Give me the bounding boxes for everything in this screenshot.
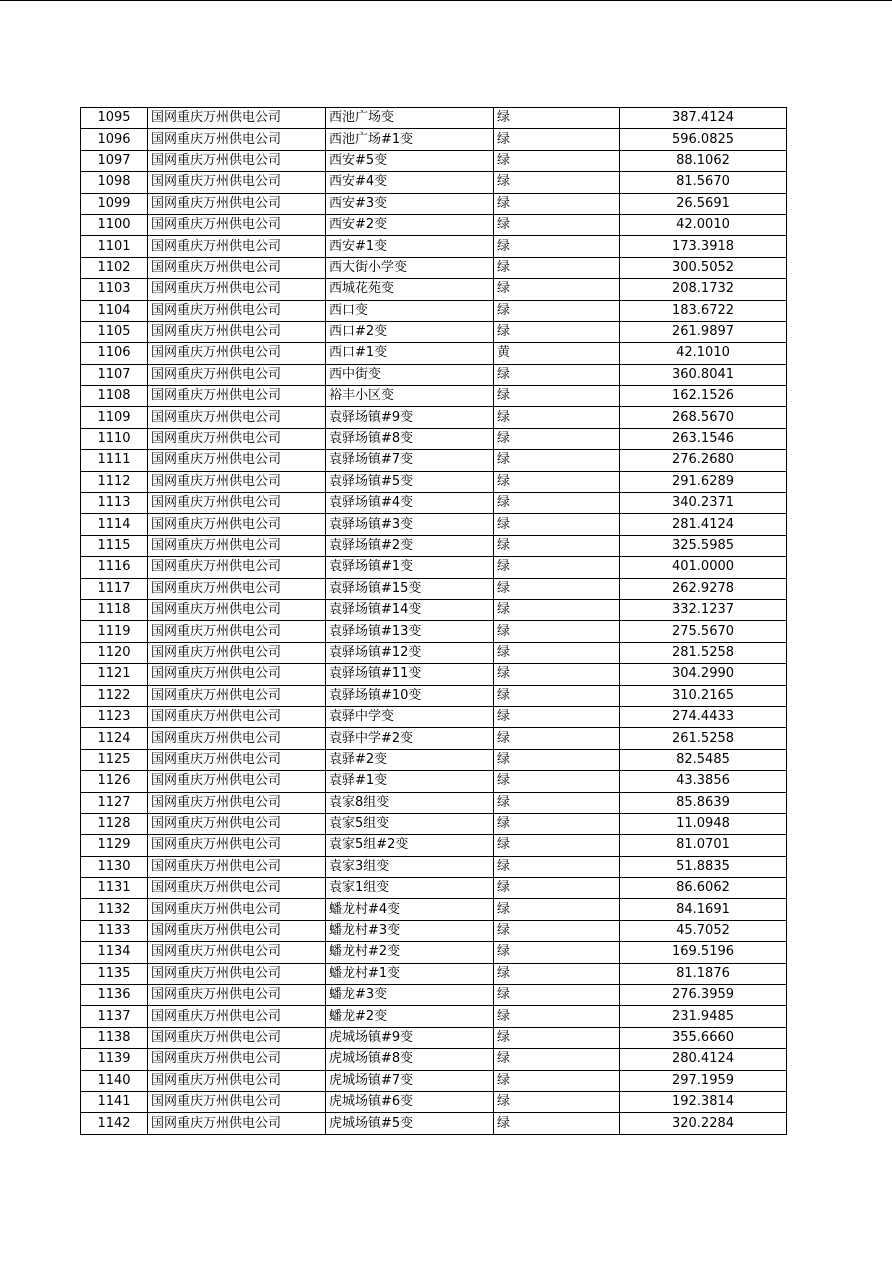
company-name-cell: 国网重庆万州供电公司 (148, 664, 326, 685)
station-name-cell: 西安#1变 (326, 236, 494, 257)
value-cell: 268.5670 (620, 407, 787, 428)
status-level-cell: 绿 (494, 685, 620, 706)
value-cell: 192.3814 (620, 1091, 787, 1112)
value-cell: 280.4124 (620, 1049, 787, 1070)
company-name-cell: 国网重庆万州供电公司 (148, 1049, 326, 1070)
company-name-cell: 国网重庆万州供电公司 (148, 450, 326, 471)
company-name-cell: 国网重庆万州供电公司 (148, 493, 326, 514)
company-name-cell: 国网重庆万州供电公司 (148, 878, 326, 899)
table-row (81, 942, 787, 963)
table-row (81, 214, 787, 235)
data-table (80, 107, 787, 1135)
status-level-cell: 绿 (494, 300, 620, 321)
table-row (81, 878, 787, 899)
station-name-cell: 袁驿场镇#7变 (326, 450, 494, 471)
row-number-cell: 1121 (81, 664, 148, 685)
status-level-cell: 绿 (494, 407, 620, 428)
table-row (81, 150, 787, 171)
status-level-cell: 绿 (494, 835, 620, 856)
row-number-cell: 1113 (81, 493, 148, 514)
station-name-cell: 袁驿场镇#15变 (326, 578, 494, 599)
status-level-cell: 绿 (494, 749, 620, 770)
table-row (81, 985, 787, 1006)
page-top-rule (0, 0, 892, 1)
row-number-cell: 1131 (81, 878, 148, 899)
table-row (81, 193, 787, 214)
row-number-cell: 1137 (81, 1006, 148, 1027)
row-number-cell: 1126 (81, 771, 148, 792)
table-row (81, 1070, 787, 1091)
row-number-cell: 1101 (81, 236, 148, 257)
value-cell: 304.2990 (620, 664, 787, 685)
status-level-cell: 绿 (494, 664, 620, 685)
value-cell: 263.1546 (620, 428, 787, 449)
value-cell: 332.1237 (620, 599, 787, 620)
status-level-cell: 绿 (494, 129, 620, 150)
value-cell: 42.1010 (620, 343, 787, 364)
company-name-cell: 国网重庆万州供电公司 (148, 150, 326, 171)
value-cell: 387.4124 (620, 108, 787, 129)
row-number-cell: 1102 (81, 257, 148, 278)
value-cell: 162.1526 (620, 386, 787, 407)
row-number-cell: 1128 (81, 813, 148, 834)
status-level-cell: 绿 (494, 878, 620, 899)
company-name-cell: 国网重庆万州供电公司 (148, 535, 326, 556)
station-name-cell: 西口#1变 (326, 343, 494, 364)
station-name-cell: 蟠龙#2变 (326, 1006, 494, 1027)
value-cell: 281.5258 (620, 642, 787, 663)
company-name-cell: 国网重庆万州供电公司 (148, 1006, 326, 1027)
status-level-cell: 绿 (494, 514, 620, 535)
table-row (81, 664, 787, 685)
value-cell: 81.1876 (620, 963, 787, 984)
station-name-cell: 西安#3变 (326, 193, 494, 214)
value-cell: 300.5052 (620, 257, 787, 278)
status-level-cell: 绿 (494, 172, 620, 193)
row-number-cell: 1138 (81, 1027, 148, 1048)
company-name-cell: 国网重庆万州供电公司 (148, 792, 326, 813)
company-name-cell: 国网重庆万州供电公司 (148, 279, 326, 300)
status-level-cell: 绿 (494, 428, 620, 449)
value-cell: 173.3918 (620, 236, 787, 257)
value-cell: 183.6722 (620, 300, 787, 321)
value-cell: 82.5485 (620, 749, 787, 770)
status-level-cell: 绿 (494, 963, 620, 984)
table-row (81, 172, 787, 193)
status-level-cell: 绿 (494, 535, 620, 556)
station-name-cell: 虎城场镇#6变 (326, 1091, 494, 1112)
station-name-cell: 袁驿场镇#14变 (326, 599, 494, 620)
company-name-cell: 国网重庆万州供电公司 (148, 963, 326, 984)
company-name-cell: 国网重庆万州供电公司 (148, 428, 326, 449)
company-name-cell: 国网重庆万州供电公司 (148, 1113, 326, 1134)
table-row (81, 428, 787, 449)
row-number-cell: 1132 (81, 899, 148, 920)
table-row (81, 749, 787, 770)
row-number-cell: 1120 (81, 642, 148, 663)
table-row (81, 920, 787, 941)
row-number-cell: 1135 (81, 963, 148, 984)
status-level-cell: 绿 (494, 1091, 620, 1112)
station-name-cell: 袁驿中学变 (326, 706, 494, 727)
table-body (81, 108, 787, 1135)
station-name-cell: 西口变 (326, 300, 494, 321)
table-row (81, 343, 787, 364)
row-number-cell: 1140 (81, 1070, 148, 1091)
status-level-cell: 绿 (494, 856, 620, 877)
value-cell: 85.8639 (620, 792, 787, 813)
company-name-cell: 国网重庆万州供电公司 (148, 471, 326, 492)
company-name-cell: 国网重庆万州供电公司 (148, 557, 326, 578)
status-level-cell: 绿 (494, 1113, 620, 1134)
table-row (81, 300, 787, 321)
table-row (81, 257, 787, 278)
station-name-cell: 蟠龙村#4变 (326, 899, 494, 920)
table-row (81, 642, 787, 663)
row-number-cell: 1116 (81, 557, 148, 578)
row-number-cell: 1112 (81, 471, 148, 492)
table-row (81, 728, 787, 749)
table-row (81, 599, 787, 620)
value-cell: 320.2284 (620, 1113, 787, 1134)
company-name-cell: 国网重庆万州供电公司 (148, 514, 326, 535)
row-number-cell: 1134 (81, 942, 148, 963)
station-name-cell: 西池广场#1变 (326, 129, 494, 150)
station-name-cell: 袁家5组变 (326, 813, 494, 834)
station-name-cell: 袁驿场镇#12变 (326, 642, 494, 663)
status-level-cell: 绿 (494, 321, 620, 342)
row-number-cell: 1136 (81, 985, 148, 1006)
row-number-cell: 1105 (81, 321, 148, 342)
table-row (81, 450, 787, 471)
station-name-cell: 虎城场镇#9变 (326, 1027, 494, 1048)
station-name-cell: 虎城场镇#7变 (326, 1070, 494, 1091)
table-row (81, 129, 787, 150)
value-cell: 261.9897 (620, 321, 787, 342)
station-name-cell: 袁驿场镇#2变 (326, 535, 494, 556)
value-cell: 340.2371 (620, 493, 787, 514)
company-name-cell: 国网重庆万州供电公司 (148, 407, 326, 428)
status-level-cell: 绿 (494, 1006, 620, 1027)
row-number-cell: 1124 (81, 728, 148, 749)
row-number-cell: 1125 (81, 749, 148, 770)
station-name-cell: 袁驿场镇#10变 (326, 685, 494, 706)
value-cell: 88.1062 (620, 150, 787, 171)
table-row (81, 493, 787, 514)
table-row (81, 1027, 787, 1048)
table-row (81, 407, 787, 428)
row-number-cell: 1108 (81, 386, 148, 407)
company-name-cell: 国网重庆万州供电公司 (148, 706, 326, 727)
value-cell: 274.4433 (620, 706, 787, 727)
station-name-cell: 西口#2变 (326, 321, 494, 342)
station-name-cell: 西池广场变 (326, 108, 494, 129)
status-level-cell: 绿 (494, 493, 620, 514)
row-number-cell: 1100 (81, 214, 148, 235)
company-name-cell: 国网重庆万州供电公司 (148, 321, 326, 342)
company-name-cell: 国网重庆万州供电公司 (148, 835, 326, 856)
station-name-cell: 西城花苑变 (326, 279, 494, 300)
row-number-cell: 1104 (81, 300, 148, 321)
value-cell: 325.5985 (620, 535, 787, 556)
table-row (81, 386, 787, 407)
status-level-cell: 绿 (494, 236, 620, 257)
status-level-cell: 绿 (494, 386, 620, 407)
value-cell: 42.0010 (620, 214, 787, 235)
status-level-cell: 绿 (494, 364, 620, 385)
station-name-cell: 袁驿#2变 (326, 749, 494, 770)
company-name-cell: 国网重庆万州供电公司 (148, 257, 326, 278)
status-level-cell: 绿 (494, 1070, 620, 1091)
table-row (81, 364, 787, 385)
company-name-cell: 国网重庆万州供电公司 (148, 813, 326, 834)
company-name-cell: 国网重庆万州供电公司 (148, 214, 326, 235)
company-name-cell: 国网重庆万州供电公司 (148, 386, 326, 407)
station-name-cell: 蟠龙村#1变 (326, 963, 494, 984)
row-number-cell: 1106 (81, 343, 148, 364)
company-name-cell: 国网重庆万州供电公司 (148, 685, 326, 706)
station-name-cell: 袁驿场镇#3变 (326, 514, 494, 535)
row-number-cell: 1142 (81, 1113, 148, 1134)
company-name-cell: 国网重庆万州供电公司 (148, 771, 326, 792)
table-row (81, 1113, 787, 1134)
row-number-cell: 1103 (81, 279, 148, 300)
station-name-cell: 袁家1组变 (326, 878, 494, 899)
table-row (81, 108, 787, 129)
company-name-cell: 国网重庆万州供电公司 (148, 621, 326, 642)
row-number-cell: 1110 (81, 428, 148, 449)
value-cell: 355.6660 (620, 1027, 787, 1048)
row-number-cell: 1095 (81, 108, 148, 129)
company-name-cell: 国网重庆万州供电公司 (148, 236, 326, 257)
row-number-cell: 1122 (81, 685, 148, 706)
status-level-cell: 绿 (494, 578, 620, 599)
company-name-cell: 国网重庆万州供电公司 (148, 364, 326, 385)
value-cell: 310.2165 (620, 685, 787, 706)
table-row (81, 706, 787, 727)
status-level-cell: 绿 (494, 642, 620, 663)
value-cell: 208.1732 (620, 279, 787, 300)
row-number-cell: 1139 (81, 1049, 148, 1070)
station-name-cell: 袁驿场镇#1变 (326, 557, 494, 578)
company-name-cell: 国网重庆万州供电公司 (148, 193, 326, 214)
table-row (81, 279, 787, 300)
company-name-cell: 国网重庆万州供电公司 (148, 129, 326, 150)
status-level-cell: 绿 (494, 792, 620, 813)
table-row (81, 813, 787, 834)
status-level-cell: 绿 (494, 471, 620, 492)
value-cell: 81.0701 (620, 835, 787, 856)
table-row (81, 771, 787, 792)
company-name-cell: 国网重庆万州供电公司 (148, 1091, 326, 1112)
table-row (81, 1006, 787, 1027)
company-name-cell: 国网重庆万州供电公司 (148, 300, 326, 321)
station-name-cell: 袁驿场镇#11变 (326, 664, 494, 685)
status-level-cell: 绿 (494, 621, 620, 642)
row-number-cell: 1117 (81, 578, 148, 599)
station-name-cell: 袁驿#1变 (326, 771, 494, 792)
value-cell: 45.7052 (620, 920, 787, 941)
status-level-cell: 绿 (494, 193, 620, 214)
row-number-cell: 1096 (81, 129, 148, 150)
company-name-cell: 国网重庆万州供电公司 (148, 578, 326, 599)
value-cell: 231.9485 (620, 1006, 787, 1027)
status-level-cell: 绿 (494, 279, 620, 300)
row-number-cell: 1114 (81, 514, 148, 535)
status-level-cell: 绿 (494, 257, 620, 278)
value-cell: 360.8041 (620, 364, 787, 385)
row-number-cell: 1123 (81, 706, 148, 727)
status-level-cell: 绿 (494, 942, 620, 963)
station-name-cell: 袁驿场镇#8变 (326, 428, 494, 449)
table-row (81, 899, 787, 920)
company-name-cell: 国网重庆万州供电公司 (148, 343, 326, 364)
value-cell: 81.5670 (620, 172, 787, 193)
station-name-cell: 袁驿中学#2变 (326, 728, 494, 749)
value-cell: 596.0825 (620, 129, 787, 150)
table-row (81, 963, 787, 984)
table-row (81, 236, 787, 257)
company-name-cell: 国网重庆万州供电公司 (148, 728, 326, 749)
status-level-cell: 绿 (494, 599, 620, 620)
table-row (81, 1091, 787, 1112)
row-number-cell: 1119 (81, 621, 148, 642)
value-cell: 84.1691 (620, 899, 787, 920)
status-level-cell: 绿 (494, 450, 620, 471)
row-number-cell: 1107 (81, 364, 148, 385)
row-number-cell: 1129 (81, 835, 148, 856)
table-row (81, 471, 787, 492)
row-number-cell: 1098 (81, 172, 148, 193)
table-row (81, 621, 787, 642)
station-name-cell: 虎城场镇#5变 (326, 1113, 494, 1134)
status-level-cell: 黄 (494, 343, 620, 364)
station-name-cell: 虎城场镇#8变 (326, 1049, 494, 1070)
station-name-cell: 西安#5变 (326, 150, 494, 171)
table-row (81, 578, 787, 599)
value-cell: 281.4124 (620, 514, 787, 535)
status-level-cell: 绿 (494, 706, 620, 727)
station-name-cell: 袁家5组#2变 (326, 835, 494, 856)
station-name-cell: 袁驿场镇#13变 (326, 621, 494, 642)
station-name-cell: 裕丰小区变 (326, 386, 494, 407)
company-name-cell: 国网重庆万州供电公司 (148, 172, 326, 193)
value-cell: 297.1959 (620, 1070, 787, 1091)
status-level-cell: 绿 (494, 1027, 620, 1048)
station-name-cell: 西中街变 (326, 364, 494, 385)
status-level-cell: 绿 (494, 813, 620, 834)
company-name-cell: 国网重庆万州供电公司 (148, 920, 326, 941)
status-level-cell: 绿 (494, 728, 620, 749)
company-name-cell: 国网重庆万州供电公司 (148, 985, 326, 1006)
table-row (81, 856, 787, 877)
value-cell: 11.0948 (620, 813, 787, 834)
company-name-cell: 国网重庆万州供电公司 (148, 856, 326, 877)
station-name-cell: 西安#2变 (326, 214, 494, 235)
row-number-cell: 1130 (81, 856, 148, 877)
station-name-cell: 蟠龙#3变 (326, 985, 494, 1006)
value-cell: 262.9278 (620, 578, 787, 599)
company-name-cell: 国网重庆万州供电公司 (148, 942, 326, 963)
row-number-cell: 1133 (81, 920, 148, 941)
station-name-cell: 蟠龙村#2变 (326, 942, 494, 963)
company-name-cell: 国网重庆万州供电公司 (148, 749, 326, 770)
table-row (81, 557, 787, 578)
status-level-cell: 绿 (494, 985, 620, 1006)
station-name-cell: 西大街小学变 (326, 257, 494, 278)
row-number-cell: 1097 (81, 150, 148, 171)
table-row (81, 1049, 787, 1070)
value-cell: 43.3856 (620, 771, 787, 792)
value-cell: 291.6289 (620, 471, 787, 492)
status-level-cell: 绿 (494, 920, 620, 941)
table-row (81, 514, 787, 535)
table-row (81, 321, 787, 342)
value-cell: 169.5196 (620, 942, 787, 963)
status-level-cell: 绿 (494, 771, 620, 792)
value-cell: 26.5691 (620, 193, 787, 214)
station-name-cell: 西安#4变 (326, 172, 494, 193)
row-number-cell: 1109 (81, 407, 148, 428)
station-name-cell: 袁驿场镇#4变 (326, 493, 494, 514)
table-row (81, 685, 787, 706)
company-name-cell: 国网重庆万州供电公司 (148, 599, 326, 620)
station-name-cell: 袁家3组变 (326, 856, 494, 877)
status-level-cell: 绿 (494, 108, 620, 129)
value-cell: 401.0000 (620, 557, 787, 578)
row-number-cell: 1111 (81, 450, 148, 471)
station-name-cell: 袁驿场镇#5变 (326, 471, 494, 492)
row-number-cell: 1141 (81, 1091, 148, 1112)
value-cell: 86.6062 (620, 878, 787, 899)
station-name-cell: 袁驿场镇#9变 (326, 407, 494, 428)
status-level-cell: 绿 (494, 1049, 620, 1070)
company-name-cell: 国网重庆万州供电公司 (148, 108, 326, 129)
value-cell: 261.5258 (620, 728, 787, 749)
value-cell: 51.8835 (620, 856, 787, 877)
table-row (81, 535, 787, 556)
value-cell: 276.2680 (620, 450, 787, 471)
status-level-cell: 绿 (494, 150, 620, 171)
status-level-cell: 绿 (494, 214, 620, 235)
station-name-cell: 蟠龙村#3变 (326, 920, 494, 941)
row-number-cell: 1115 (81, 535, 148, 556)
company-name-cell: 国网重庆万州供电公司 (148, 899, 326, 920)
row-number-cell: 1127 (81, 792, 148, 813)
table-row (81, 835, 787, 856)
company-name-cell: 国网重庆万州供电公司 (148, 642, 326, 663)
row-number-cell: 1118 (81, 599, 148, 620)
status-level-cell: 绿 (494, 557, 620, 578)
station-name-cell: 袁家8组变 (326, 792, 494, 813)
status-level-cell: 绿 (494, 899, 620, 920)
table-row (81, 792, 787, 813)
value-cell: 276.3959 (620, 985, 787, 1006)
company-name-cell: 国网重庆万州供电公司 (148, 1027, 326, 1048)
company-name-cell: 国网重庆万州供电公司 (148, 1070, 326, 1091)
value-cell: 275.5670 (620, 621, 787, 642)
row-number-cell: 1099 (81, 193, 148, 214)
